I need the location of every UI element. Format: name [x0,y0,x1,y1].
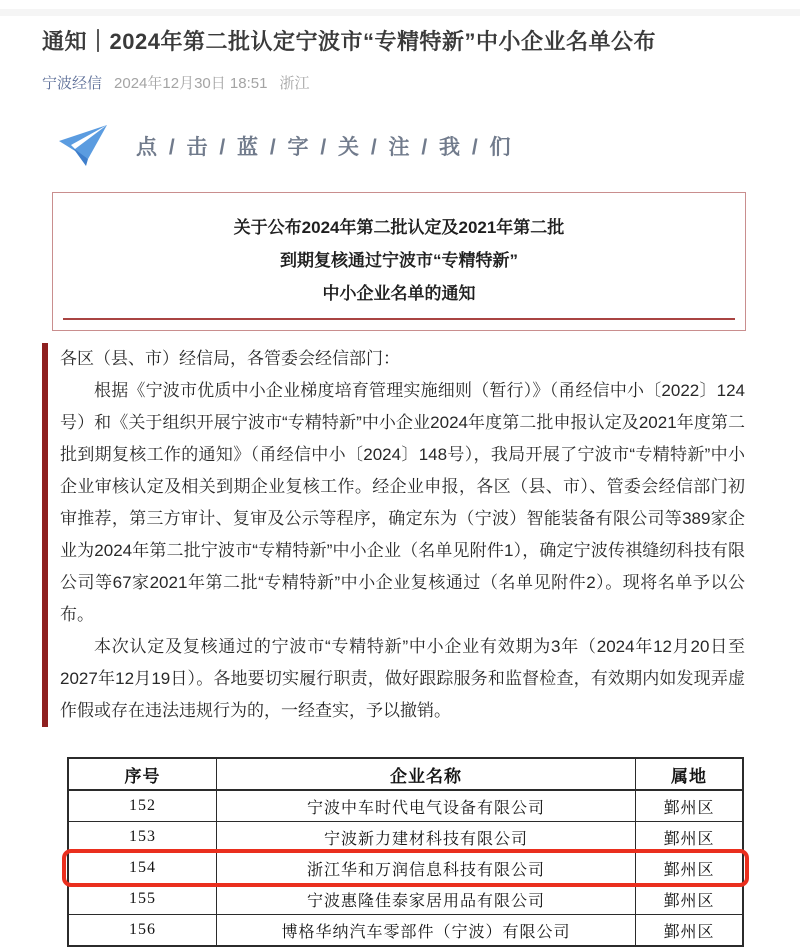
table-row [69,791,742,822]
cell-no: 155 [69,884,217,914]
byline [42,73,758,94]
cell-no: 154 [69,853,217,883]
cell-district: 鄞州区 [663,799,715,817]
notice-divider [63,318,735,320]
cell-company-name: 浙江华和万润信息科技有限公司 [217,853,636,883]
cell-no: 152 [69,791,217,821]
cell-company-name: 宁波新力建材科技有限公司 [217,822,636,852]
page-title: 通知｜2024年第二批认定宁波市“专精特新”中小企业名单公布 [42,29,656,54]
left-accent-bar [42,343,48,727]
article-body [42,343,745,727]
publish-date: 2024年12月30日 18:51 [114,75,268,92]
publish-location: 浙江 [279,75,310,92]
cell-company-name: 宁波惠隆佳泰家居用品有限公司 [217,884,636,914]
notice-title-line: 中小企业名单的通知 [322,284,476,303]
col-header-no: 序号 [69,759,217,789]
follow-banner-text: 点 / 击 / 蓝 / 字 / 关 / 注 / 我 / 们 [136,136,514,159]
table-row [69,884,742,915]
cell-district: 鄞州区 [663,892,715,910]
account-link[interactable]: 宁波经信 [42,75,103,92]
table-row-highlighted [69,853,742,884]
company-table [67,757,744,947]
cell-no: 153 [69,822,217,852]
top-divider [0,9,800,16]
body-paragraph: 本次认定及复核通过的宁波市“专精特新”中小企业有效期为3年（2024年12月20日至2027年12月19日）。各地要切实履行职责，做好跟踪服务和监督检查，有效期内如发现弄虚作假或存在违法违规行为的，一经查实，予以撤销。 [60,637,745,720]
cell-district: 鄞州区 [663,861,715,879]
notice-title-box [52,192,746,331]
follow-banner [58,119,800,173]
body-paragraph: 各区（县、市）经信局，各管委会经信部门： [60,349,400,368]
col-header-name: 企业名称 [217,759,636,789]
cell-district: 鄞州区 [663,830,715,848]
notice-title-line: 到期复核通过宁波市“专精特新” [280,251,518,270]
cell-company-name: 博格华纳汽车零部件（宁波）有限公司 [217,915,636,945]
col-header-district: 属地 [671,766,707,786]
table-row [69,915,742,945]
table-row [69,822,742,853]
table-header-row [69,759,742,791]
cell-no: 156 [69,915,217,945]
cell-district: 鄞州区 [663,923,715,941]
body-paragraph: 根据《宁波市优质中小企业梯度培育管理实施细则（暂行）》（甬经信中小〔2022〕124号）和《关于组织开展宁波市“专精特新”中小企业2024年度第二批申报认定及2021年度第二批到期复核工作的通知》（甬经信中小〔2024〕148号），我局开展了宁波市“专精特新”中小企业审核认定及相关到期企业复核工作。经企业申报，各区（县、市）、管委会经信部门初审推荐，第三方审计、复审及公示等程序，确定东为（宁波）智能装备有限公司等389家企业为2024年第二批宁波市“专精特新”中小企业（名单见附件1），确定宁波传祺缝纫科技有限公司等67家2021年第二批“专精特新”中小企业复核通过（名单见附件2）。现将名单予以公布。 [60,381,745,624]
table-body [69,791,742,945]
body-paragraphs [60,343,745,727]
cell-company-name: 宁波中车时代电气设备有限公司 [217,791,636,821]
paper-plane-icon [58,124,108,168]
notice-title-line: 关于公布2024年第二批认定及2021年第二批 [233,218,565,237]
notice-title-lines [53,211,745,310]
